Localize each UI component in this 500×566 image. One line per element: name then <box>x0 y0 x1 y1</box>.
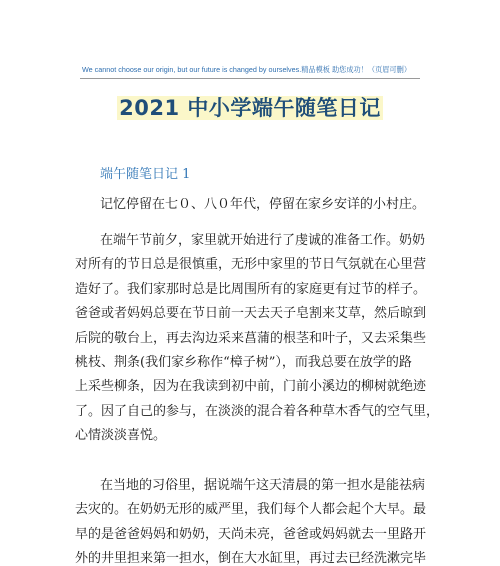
paragraph-line: 去灾的。在奶奶无形的威严里，我们每个人都会起个大早。最 <box>75 502 427 518</box>
paragraph-line: 了。因了自己的参与，在淡淡的混合着各种草木香气的空气里， <box>75 403 440 419</box>
paragraph-line: 心情淡淡喜悦。 <box>75 428 167 444</box>
paragraph-line: 爸爸或者妈妈总要在节日前一天去天子皂割来艾草，然后晾到 <box>75 306 427 322</box>
paragraph-line: 后院的敬台上，再去沟边采来菖蒲的根茎和叶子，又去采集些 <box>75 330 427 346</box>
paragraph-1 <box>75 193 425 217</box>
page-header-tagline: We cannot choose our origin, but our future is changed by ourselves.精品模板 助您成功！（页眉可删） <box>82 65 412 74</box>
paragraph-line: 造好了。我们家那时总是比周围所有的家庭更有过节的样子。 <box>75 281 427 297</box>
section-heading: 端午随笔日记 1 <box>100 167 191 182</box>
header-divider <box>80 78 420 79</box>
paragraph-line: 对所有的节日总是很慎重，无形中家里的节日气氛就在心里营 <box>75 257 427 273</box>
paragraph-line: 桃枝、荆条(我们家乡称作“樟子树”），而我总要在放学的路 <box>75 355 412 371</box>
document-title <box>0 92 500 122</box>
paragraph-line: 上采些柳条，因为在我读到初中前，门前小溪边的柳树就绝迹 <box>75 379 427 395</box>
paragraph-line: 在当地的习俗里，据说端午这天清晨的第一担水是能祛病 <box>100 478 426 493</box>
document-title-text: 2021 中小学端午随笔日记 <box>119 96 381 120</box>
paragraph-line: 外的井里担来第一担水，倒在大水缸里，再过去已经洗漱完毕 <box>75 551 427 566</box>
paragraph-3 <box>75 474 425 566</box>
paragraph-2 <box>75 229 440 449</box>
paragraph-line: 早的是爸爸妈妈和奶奶，天尚未亮，爸爸或妈妈就去一里路开 <box>75 526 427 542</box>
paragraph-line: 记忆停留在七０、八０年代，停留在家乡安详的小村庄。 <box>100 197 426 212</box>
paragraph-line: 在端午节前夕，家里就开始进行了虔诚的准备工作。奶奶 <box>100 233 426 248</box>
